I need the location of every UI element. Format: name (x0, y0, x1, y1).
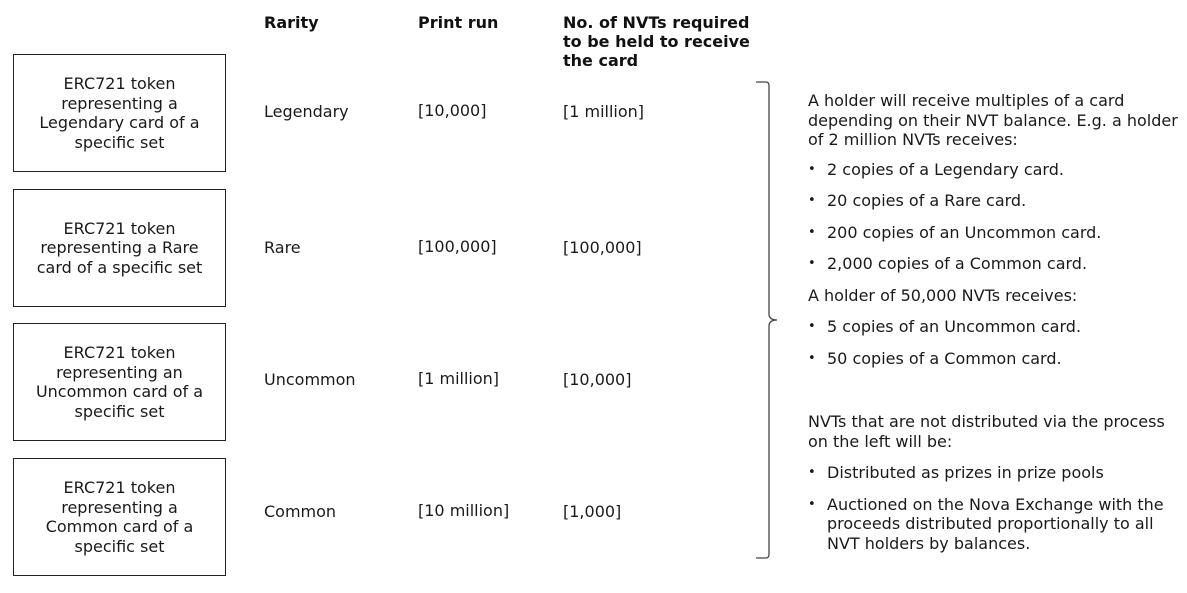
rarity-uncommon: Uncommon (264, 370, 356, 389)
list-item: • Distributed as prizes in prize pools (808, 463, 1178, 483)
nvts-legendary: [1 million] (563, 102, 645, 121)
nvts-uncommon: [10,000] (563, 370, 632, 389)
header-print-run: Print run (418, 13, 499, 32)
nvts-rare: [100,000] (563, 238, 642, 257)
list-item: • 200 copies of an Uncommon card. (808, 223, 1178, 243)
card-box-rare: ERC721 token representing a Rare card of a specific set (13, 189, 226, 307)
right-brace-icon (750, 80, 780, 562)
example1-list (808, 160, 1178, 274)
card-box-common: ERC721 token representing a Common card of a specific set (13, 458, 226, 576)
notes-intro: A holder will receive multiples of a card depending on their NVT balance. E.g. a holder of 2 million NVTs receives: (808, 91, 1178, 149)
nvts-common: [1,000] (563, 502, 622, 521)
undistributed-intro: NVTs that are not distributed via the process on the left will be: (808, 412, 1165, 451)
list-item: • 50 copies of a Common card. (808, 349, 1178, 369)
print-run-common: [10 million] (418, 501, 510, 520)
header-rarity: Rarity (264, 13, 319, 32)
print-run-legendary: [10,000] (418, 101, 487, 120)
undistributed-list (808, 463, 1178, 553)
example2-intro: A holder of 50,000 NVTs receives: (808, 285, 1078, 305)
header-nvts-required: No. of NVTs required to be held to receive the card (563, 13, 750, 70)
print-run-uncommon: [1 million] (418, 369, 500, 388)
notes-panel (808, 91, 1178, 553)
list-item: • 20 copies of a Rare card. (808, 191, 1178, 211)
print-run-rare: [100,000] (418, 237, 497, 256)
list-item: • 5 copies of an Uncommon card. (808, 317, 1178, 337)
example2-list (808, 317, 1178, 368)
list-item: • Auctioned on the Nova Exchange with the proceeds distributed proportionally to all NVT holders by balances. (808, 495, 1178, 554)
card-box-legendary: ERC721 token representing a Legendary card of a specific set (13, 54, 226, 172)
list-item: • 2 copies of a Legendary card. (808, 160, 1178, 180)
rarity-rare: Rare (264, 238, 301, 257)
list-item: • 2,000 copies of a Common card. (808, 254, 1178, 274)
rarity-legendary: Legendary (264, 102, 349, 121)
card-box-uncommon: ERC721 token representing an Uncommon card of a specific set (13, 323, 226, 441)
rarity-common: Common (264, 502, 337, 521)
